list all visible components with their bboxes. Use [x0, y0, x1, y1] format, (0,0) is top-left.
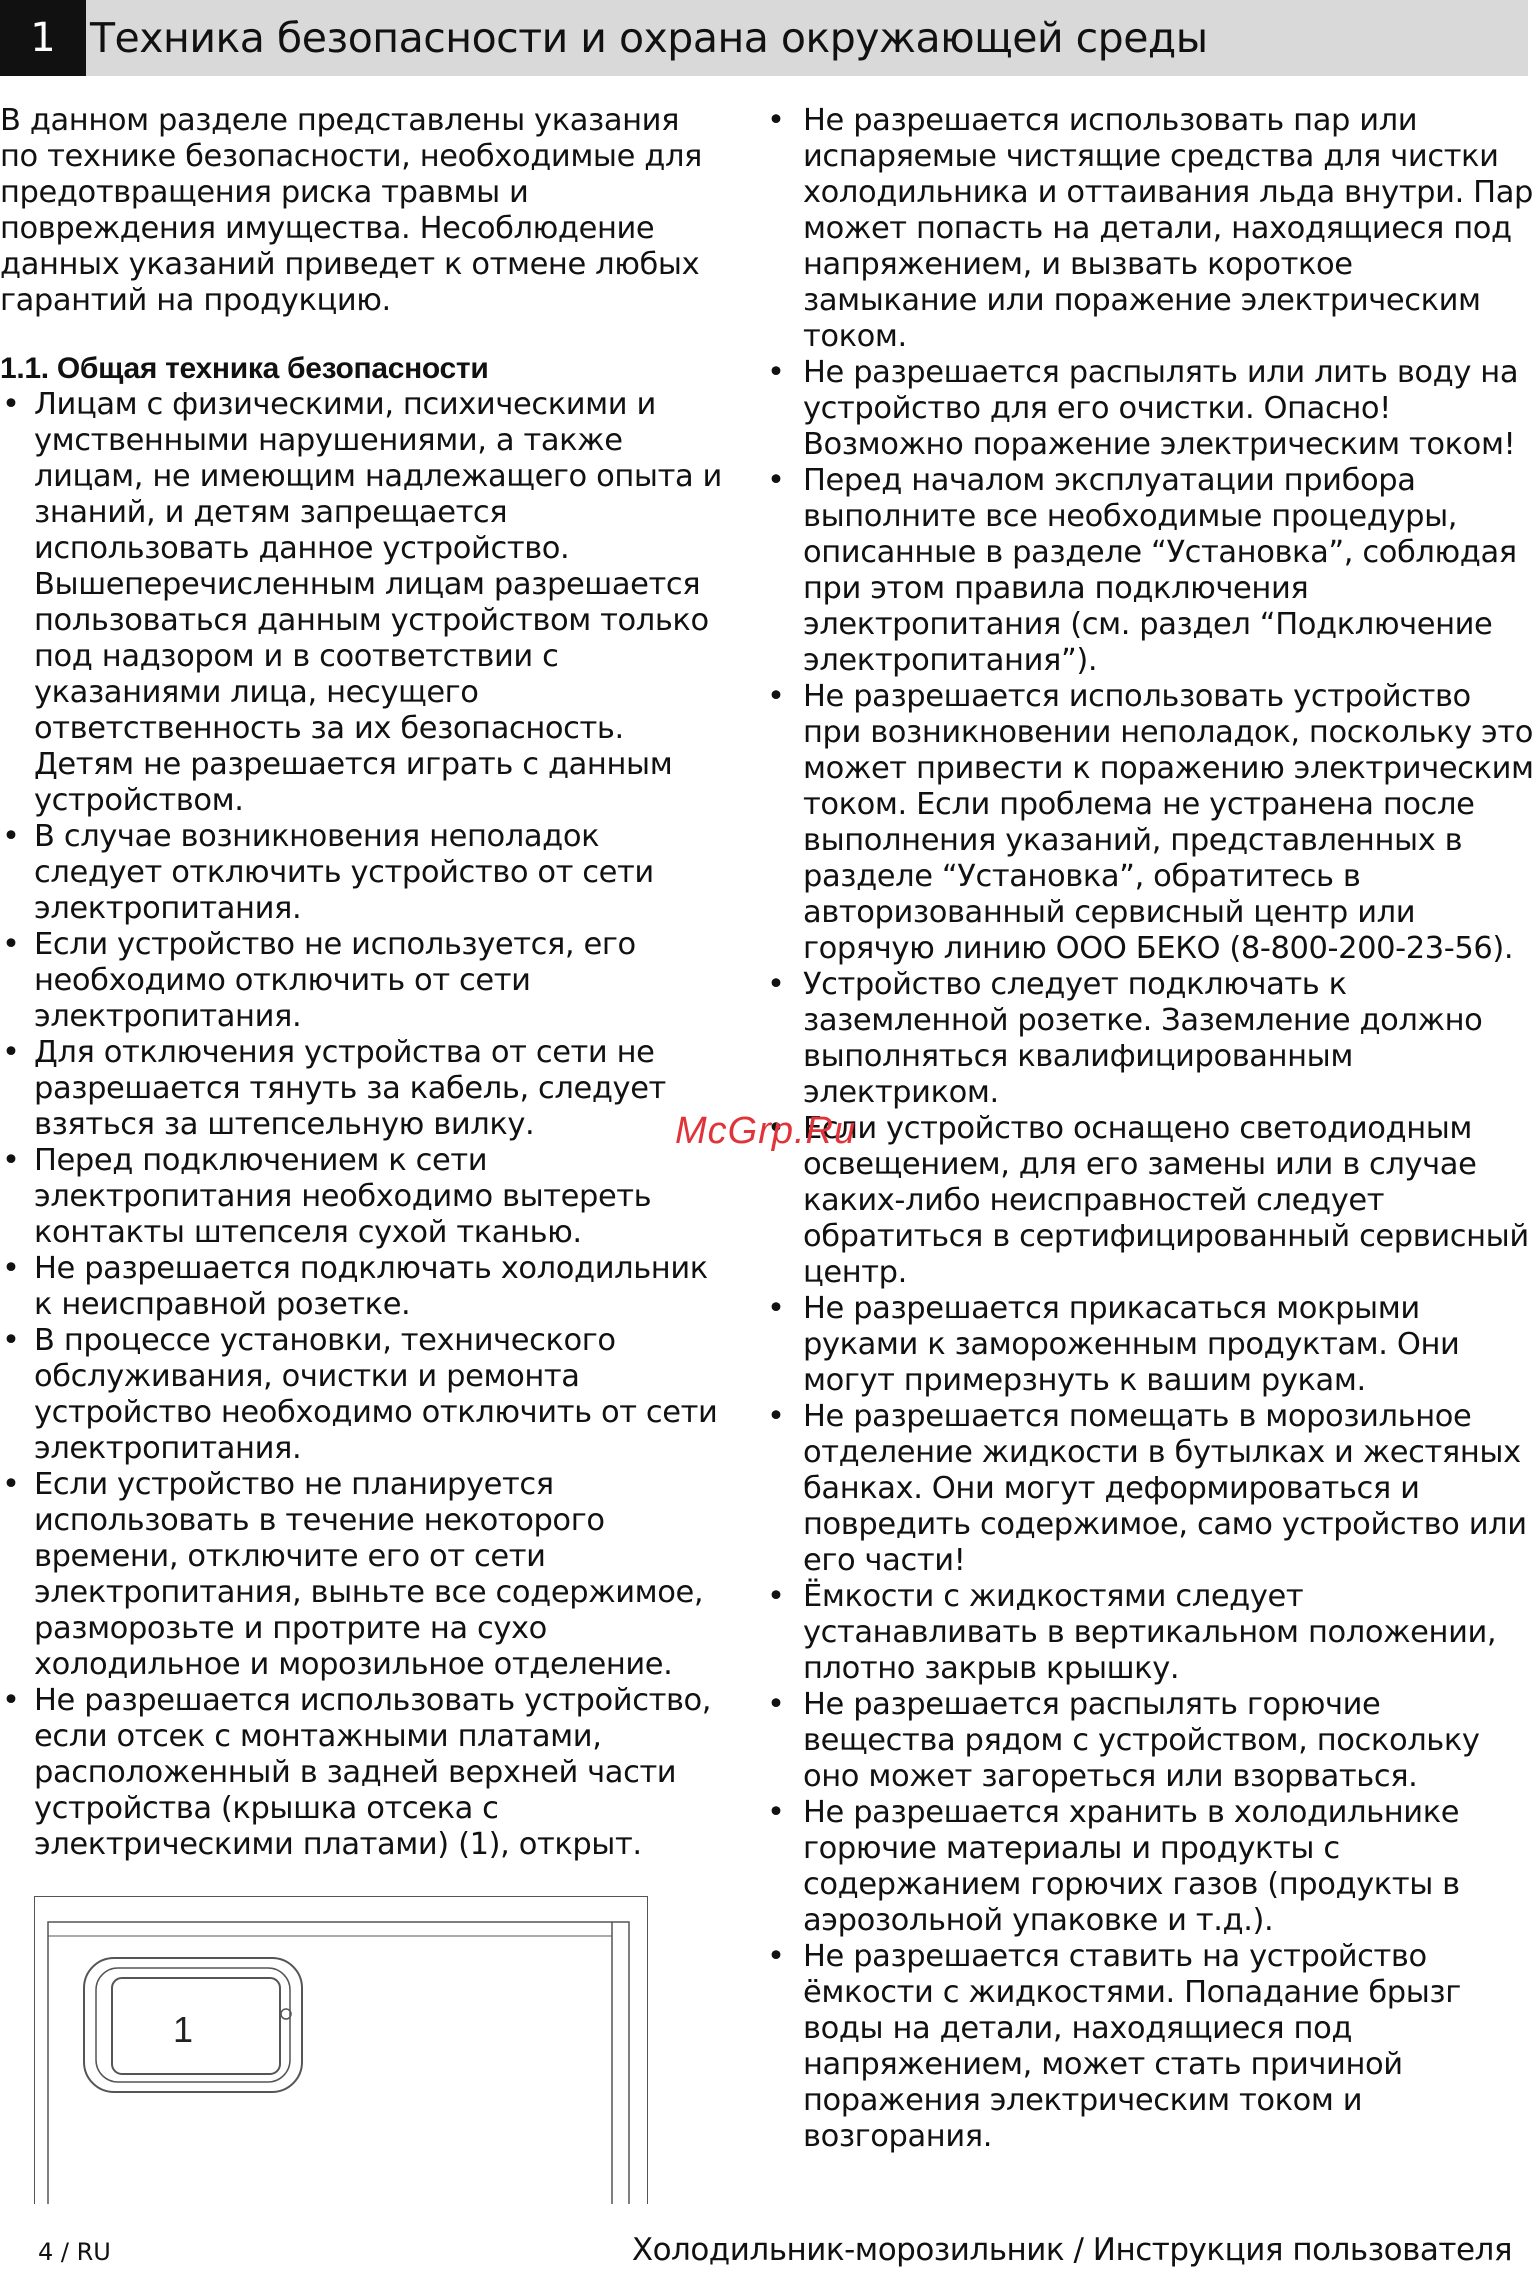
circuit-board-cover	[112, 1978, 280, 2074]
list-item: • Не разрешается распылять или лить воду на устройство для его очистки. Опасно! Возможно поражение электрическим током!	[765, 355, 1535, 463]
list-item: • Не разрешается помещать в морозильное отделение жидкости в бутылках и жестяных банках. Они могут деформироваться и повредить содержимое, само устройство или его части!	[765, 1399, 1535, 1579]
left-column	[0, 103, 722, 1863]
list-item: • Не разрешается подключать холодильник к неисправной розетке.	[0, 1251, 722, 1323]
list-item: • В случае возникновения неполадок следует отключить устройство от сети электропитания.	[0, 819, 722, 927]
list-item: • Перед подключением к сети электропитания необходимо вытереть контакты штепселя сухой тканью.	[0, 1143, 722, 1251]
chapter-header	[0, 0, 1528, 76]
list-item: • В процессе установки, технического обслуживания, очистки и ремонта устройство необходимо отключить от сети электропитания.	[0, 1323, 722, 1467]
list-item: • Не разрешается хранить в холодильнике горючие материалы и продукты с содержанием горючих газов (продукты в аэрозольной упаковке и т.д.).	[765, 1795, 1535, 1939]
list-item: • Не разрешается использовать пар или испаряемые чистящие средства для чистки холодильника и оттаивания льда внутри. Пар может попасть на детали, находящиеся под напряжением, и вызвать короткое замыкание или поражение электрическим током.	[765, 103, 1535, 355]
list-item: • Не разрешается ставить на устройство ёмкости с жидкостями. Попадание брызг воды на детали, находящиеся под напряжением, может стать причиной поражения электрическим током и возгорания.	[765, 1939, 1535, 2155]
document-title: Холодильник-морозильник / Инструкция пользователя	[631, 2232, 1512, 2268]
figure-label: 1	[173, 2009, 194, 2050]
fridge-back-diagram	[34, 1896, 648, 2204]
list-item: • Не разрешается использовать устройство при возникновении неполадок, поскольку это может привести к поражению электрическим током. Если проблема не устранена после выполнения указаний, представленных в разделе “Установка”, обратитесь в авторизованный сервисный центр или горячую линию ООО БЕКО (8-800-200-23-56).	[765, 679, 1535, 967]
circuit-board-cover-figure	[34, 1896, 648, 2204]
list-item: • Лицам с физическими, психическими и умственными нарушениями, а также лицам, не имеющим надлежащего опыта и знаний, и детям запрещается использовать данное устройство. Вышеперечисленным лицам разрешается пользоваться данным устройством только под надзором и в соответствии с указаниями лица, несущего ответственность за их безопасность. Детям не разрешается играть с данным устройством.	[0, 387, 722, 819]
page-number: 4 / RU	[38, 2238, 111, 2266]
chapter-title: Техника безопасности и охрана окружающей среды	[90, 14, 1208, 62]
chapter-number: 1	[0, 0, 86, 76]
list-item: • Не разрешается распылять горючие вещества рядом с устройством, поскольку оно может загореться или взорваться.	[765, 1687, 1535, 1795]
figure-outer-frame	[34, 1896, 648, 2204]
list-item: • Если устройство не планируется использовать в течение некоторого времени, отключите его от сети электропитания, выньте все содержимое, разморозьте и протрите на сухо холодильное и морозильное отделение.	[0, 1467, 722, 1683]
list-item: • Если устройство не используется, его необходимо отключить от сети электропитания.	[0, 927, 722, 1035]
watermark: McGrp.Ru	[675, 1110, 857, 1152]
intro-paragraph: В данном разделе представлены указания по технике безопасности, необходимые для предотвращения риска травмы и повреждения имущества. Несоблюдение данных указаний приведет к отмене любых гарантий на продукцию.	[0, 103, 703, 318]
figure-inner-frame	[48, 1922, 629, 2204]
section-heading: 1.1. Общая техника безопасности	[0, 352, 489, 385]
list-item: • Для отключения устройства от сети не разрешается тянуть за кабель, следует взяться за штепсельную вилку.	[0, 1035, 722, 1143]
right-bullet-list	[765, 103, 1535, 2155]
list-item: • Не разрешается использовать устройство, если отсек с монтажными платами, расположенный в задней верхней части устройства (крышка отсека с электрическими платами) (1), открыт.	[0, 1683, 722, 1863]
right-column	[765, 103, 1535, 2155]
list-item: • Перед началом эксплуатации прибора выполните все необходимые процедуры, описанные в разделе “Установка”, соблюдая при этом правила подключения электропитания (см. раздел “Подключение электропитания”).	[765, 463, 1535, 679]
list-item: • Ёмкости с жидкостями следует устанавливать в вертикальном положении, плотно закрыв крышку.	[765, 1579, 1535, 1687]
list-item: • Не разрешается прикасаться мокрыми руками к замороженным продуктам. Они могут примерзнуть к вашим рукам.	[765, 1291, 1535, 1399]
left-bullet-list	[0, 387, 722, 1863]
list-item: • Если устройство оснащено светодиодным освещением, для его замены или в случае каких-либо неисправностей следует обратиться в сертифицированный сервисный центр.	[765, 1111, 1535, 1291]
list-item: • Устройство следует подключать к заземленной розетке. Заземление должно выполняться квалифицированным электриком.	[765, 967, 1535, 1111]
